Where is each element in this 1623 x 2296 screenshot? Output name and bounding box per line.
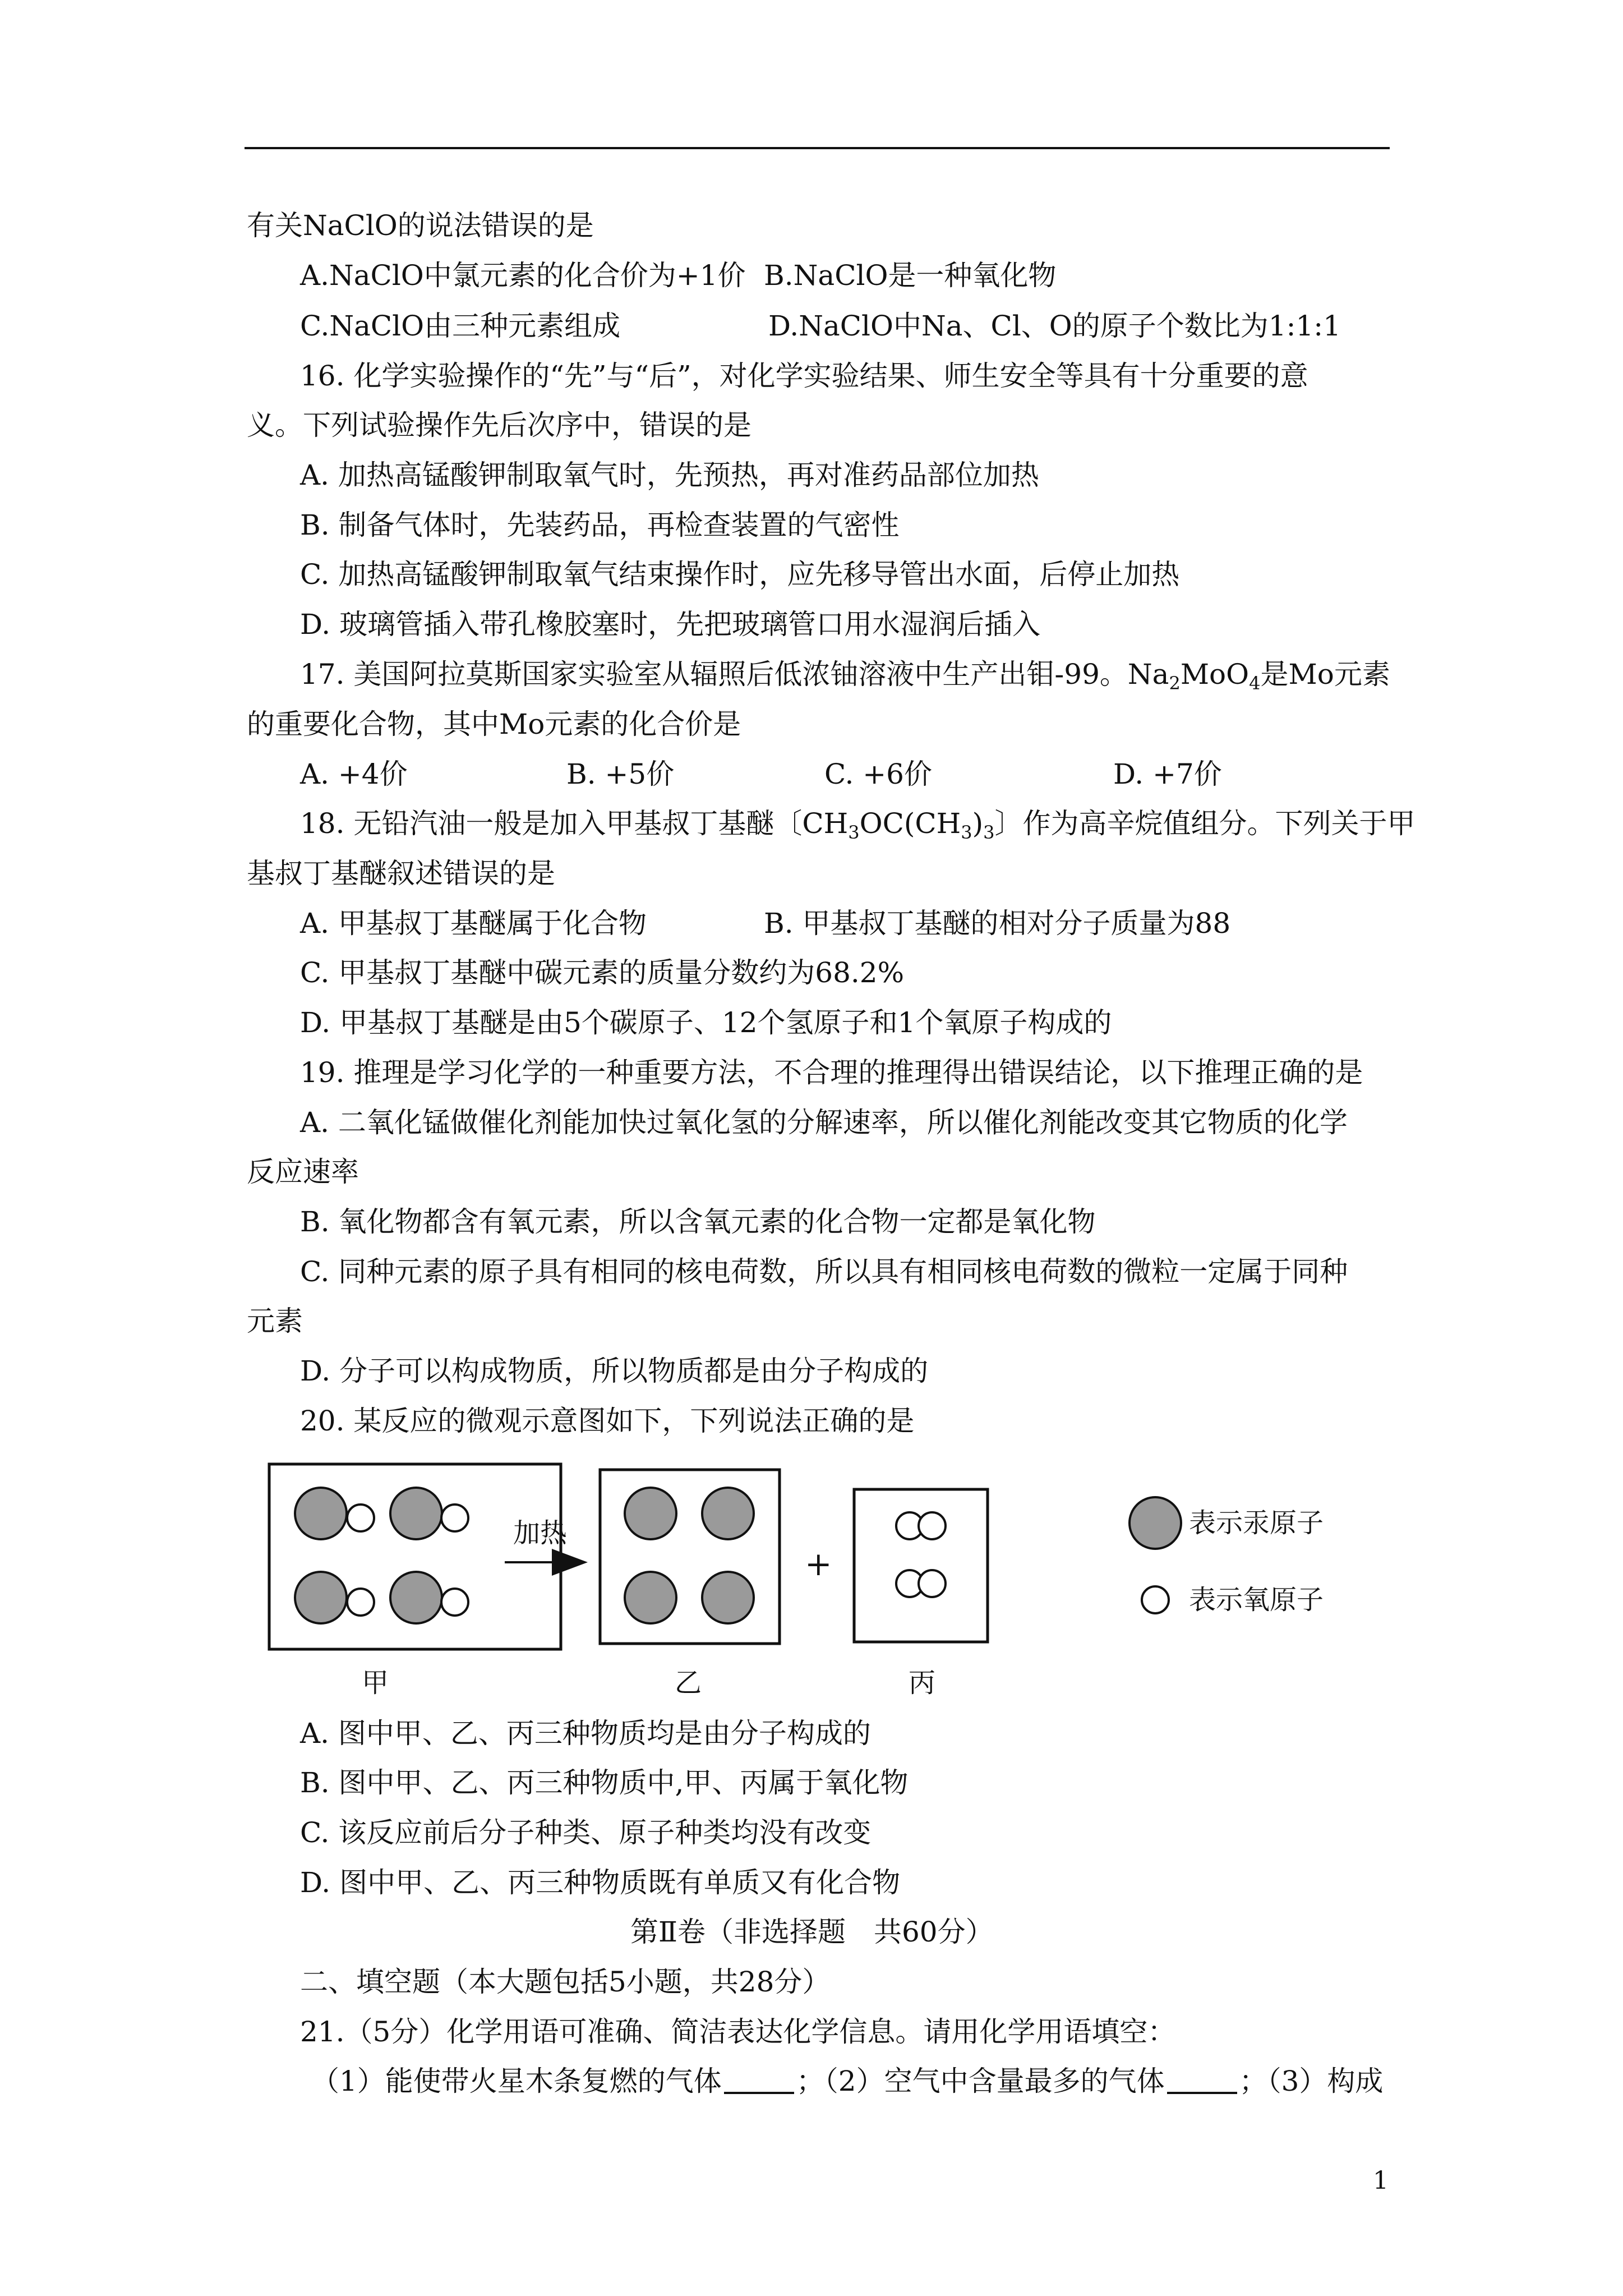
q19-option-c-line2: 元素 [247, 1305, 303, 1337]
q18-option-d: D. 甲基叔丁基醚是由5个碳原子、12个氢原子和1个氧原子构成的 [300, 1006, 1112, 1039]
box-yi [600, 1470, 780, 1644]
q18-stem-part-a: 18. 无铅汽油一般是加入甲基叔丁基醚〔CH [300, 807, 849, 840]
q16-option-b: B. 制备气体时，先装药品，再检查装置的气密性 [300, 509, 900, 541]
q19-option-a-line2: 反应速率 [247, 1156, 359, 1188]
jia-molecule-2 [390, 1488, 468, 1539]
q20-stem: 20. 某反应的微观示意图如下，下列说法正确的是 [300, 1405, 915, 1437]
jia-molecule-4 [390, 1572, 468, 1623]
q19-option-b: B. 氧化物都含有氧元素，所以含氧元素的化合物一定都是氧化物 [300, 1205, 1096, 1238]
q17-subscript-1: 2 [1169, 673, 1181, 694]
q21-line [311, 2064, 1383, 2098]
q18-stem-part-d: 〕作为高辛烷值组分。下列关于甲 [994, 807, 1415, 840]
q20-option-c: C. 该反应前后分子种类、原子种类均没有改变 [300, 1816, 872, 1849]
q21-part-2: ；（2）空气中含量最多的气体 [796, 2065, 1165, 2097]
q17-stem-part-a: 17. 美国阿拉莫斯国家实验室从辐照后低浓铀溶液中生产出钼-99。Na [300, 658, 1169, 691]
q18-option-b: B. 甲基叔丁基醚的相对分子质量为88 [764, 907, 1231, 940]
q17-subscript-2: 4 [1249, 673, 1261, 694]
q15-option-b: B.NaClO是一种氧化物 [764, 259, 1057, 292]
answer-blank-1[interactable] [724, 2066, 794, 2094]
q18-stem-line2: 基叔丁基醚叙述错误的是 [247, 857, 555, 890]
oxygen-atom-icon [347, 1504, 374, 1531]
answer-blank-2[interactable] [1167, 2066, 1237, 2094]
mercury-atom-icon [295, 1572, 347, 1623]
q19-option-a-line1: A. 二氧化锰做催化剂能加快过氧化氢的分解速率，所以催化剂能改变其它物质的化学 [300, 1106, 1348, 1139]
q15-option-a: A.NaClO中氯元素的化合价为+1价 [300, 259, 746, 292]
q17-option-d: D. +7价 [1113, 758, 1222, 790]
mercury-atom-icon [390, 1488, 442, 1539]
q17-option-c: C. +6价 [824, 758, 932, 790]
q18-subscript-3: 3 [983, 822, 995, 843]
section-title: 第Ⅱ卷（非选择题 共60分） [630, 1916, 994, 1948]
oxygen-atom-icon [441, 1589, 468, 1616]
section-part-heading: 二、填空题（本大题包括5小题，共28分） [300, 1966, 831, 1998]
q17-option-b: B. +5价 [566, 758, 675, 790]
mercury-atom-icon [702, 1488, 754, 1539]
plus-sign: + [805, 1545, 832, 1583]
oxygen-atom-icon [441, 1504, 468, 1531]
q21-part-3: ；（3）构成 [1239, 2065, 1384, 2097]
q17-option-a: A. +4价 [300, 758, 408, 790]
page-number: 1 [1373, 2166, 1389, 2195]
q18-stem-part-c: ) [972, 807, 984, 840]
q18-stem-line1 [300, 807, 1415, 849]
q16-option-c: C. 加热高锰酸钾制取氧气结束操作时，应先移导管出水面，后停止加热 [300, 558, 1180, 591]
oxygen-atom-icon [919, 1512, 946, 1539]
legend-mercury-label: 表示汞原子 [1189, 1507, 1324, 1539]
q21-part-1: （1）能使带火星木条复燃的气体 [311, 2065, 722, 2097]
jia-molecule-3 [295, 1572, 374, 1623]
mercury-atom-icon [390, 1572, 442, 1623]
q16-stem-line2: 义。下列试验操作先后次序中，错误的是 [247, 409, 751, 441]
q19-option-d: D. 分子可以构成物质，所以物质都是由分子构成的 [300, 1355, 929, 1387]
q21-stem: 21.（5分）化学用语可准确、简洁表达化学信息。请用化学用语填空： [300, 2016, 1176, 2048]
legend-mercury-atom-icon [1129, 1497, 1181, 1549]
q17-stem-line2: 的重要化合物，其中Mo元素的化合价是 [247, 708, 741, 740]
bing-molecule-1 [896, 1512, 946, 1539]
q19-option-c-line1: C. 同种元素的原子具有相同的核电荷数，所以具有相同核电荷数的微粒一定属于同种 [300, 1255, 1348, 1288]
label-yi: 乙 [675, 1667, 702, 1699]
legend-oxygen-atom-icon [1142, 1586, 1169, 1613]
mercury-atom-icon [625, 1488, 676, 1539]
bing-molecule-2 [896, 1570, 946, 1597]
oxygen-atom-icon [347, 1589, 374, 1616]
header-rule [245, 147, 1390, 149]
label-bing: 丙 [909, 1667, 936, 1699]
box-bing [854, 1489, 988, 1642]
q17-stem-part-b: MoO [1180, 658, 1249, 691]
q18-option-c: C. 甲基叔丁基醚中碳元素的质量分数约为68.2% [300, 956, 905, 989]
q15-stem: 有关NaClO的说法错误的是 [247, 209, 594, 242]
q15-option-d: D.NaClO中Na、Cl、O的原子个数比为1:1:1 [768, 310, 1341, 342]
jia-molecule-1 [295, 1488, 374, 1539]
oxygen-atom-icon [919, 1570, 946, 1597]
reaction-diagram [258, 1453, 1357, 1705]
q20-option-a: A. 图中甲、乙、丙三种物质均是由分子构成的 [300, 1717, 871, 1750]
q20-option-b: B. 图中甲、乙、丙三种物质中,甲、丙属于氧化物 [300, 1766, 909, 1799]
mercury-atom-icon [295, 1488, 347, 1539]
mercury-atom-icon [702, 1572, 754, 1623]
q16-stem-line1: 16. 化学实验操作的“先”与“后”，对化学实验结果、师生安全等具有十分重要的意 [300, 360, 1308, 392]
q16-option-d: D. 玻璃管插入带孔橡胶塞时，先把玻璃管口用水湿润后插入 [300, 608, 1041, 641]
q18-subscript-1: 3 [848, 822, 860, 843]
arrow-label: 加热 [513, 1517, 568, 1549]
q19-stem: 19. 推理是学习化学的一种重要方法，不合理的推理得出错误结论，以下推理正确的是 [300, 1056, 1363, 1089]
q16-option-a: A. 加热高锰酸钾制取氧气时，先预热，再对准药品部位加热 [300, 459, 1039, 491]
q18-subscript-2: 3 [961, 822, 972, 843]
q18-stem-part-b: OC(CH [859, 807, 961, 840]
q20-option-d: D. 图中甲、乙、丙三种物质既有单质又有化合物 [300, 1866, 901, 1899]
q17-stem-line1 [300, 657, 1390, 700]
q18-option-a: A. 甲基叔丁基醚属于化合物 [300, 907, 647, 940]
mercury-atom-icon [625, 1572, 676, 1623]
q17-stem-part-c: 是Mo元素 [1260, 658, 1390, 691]
label-jia: 甲 [362, 1667, 389, 1699]
q15-option-c: C.NaClO由三种元素组成 [300, 310, 621, 342]
legend-oxygen-label: 表示氧原子 [1189, 1584, 1324, 1616]
